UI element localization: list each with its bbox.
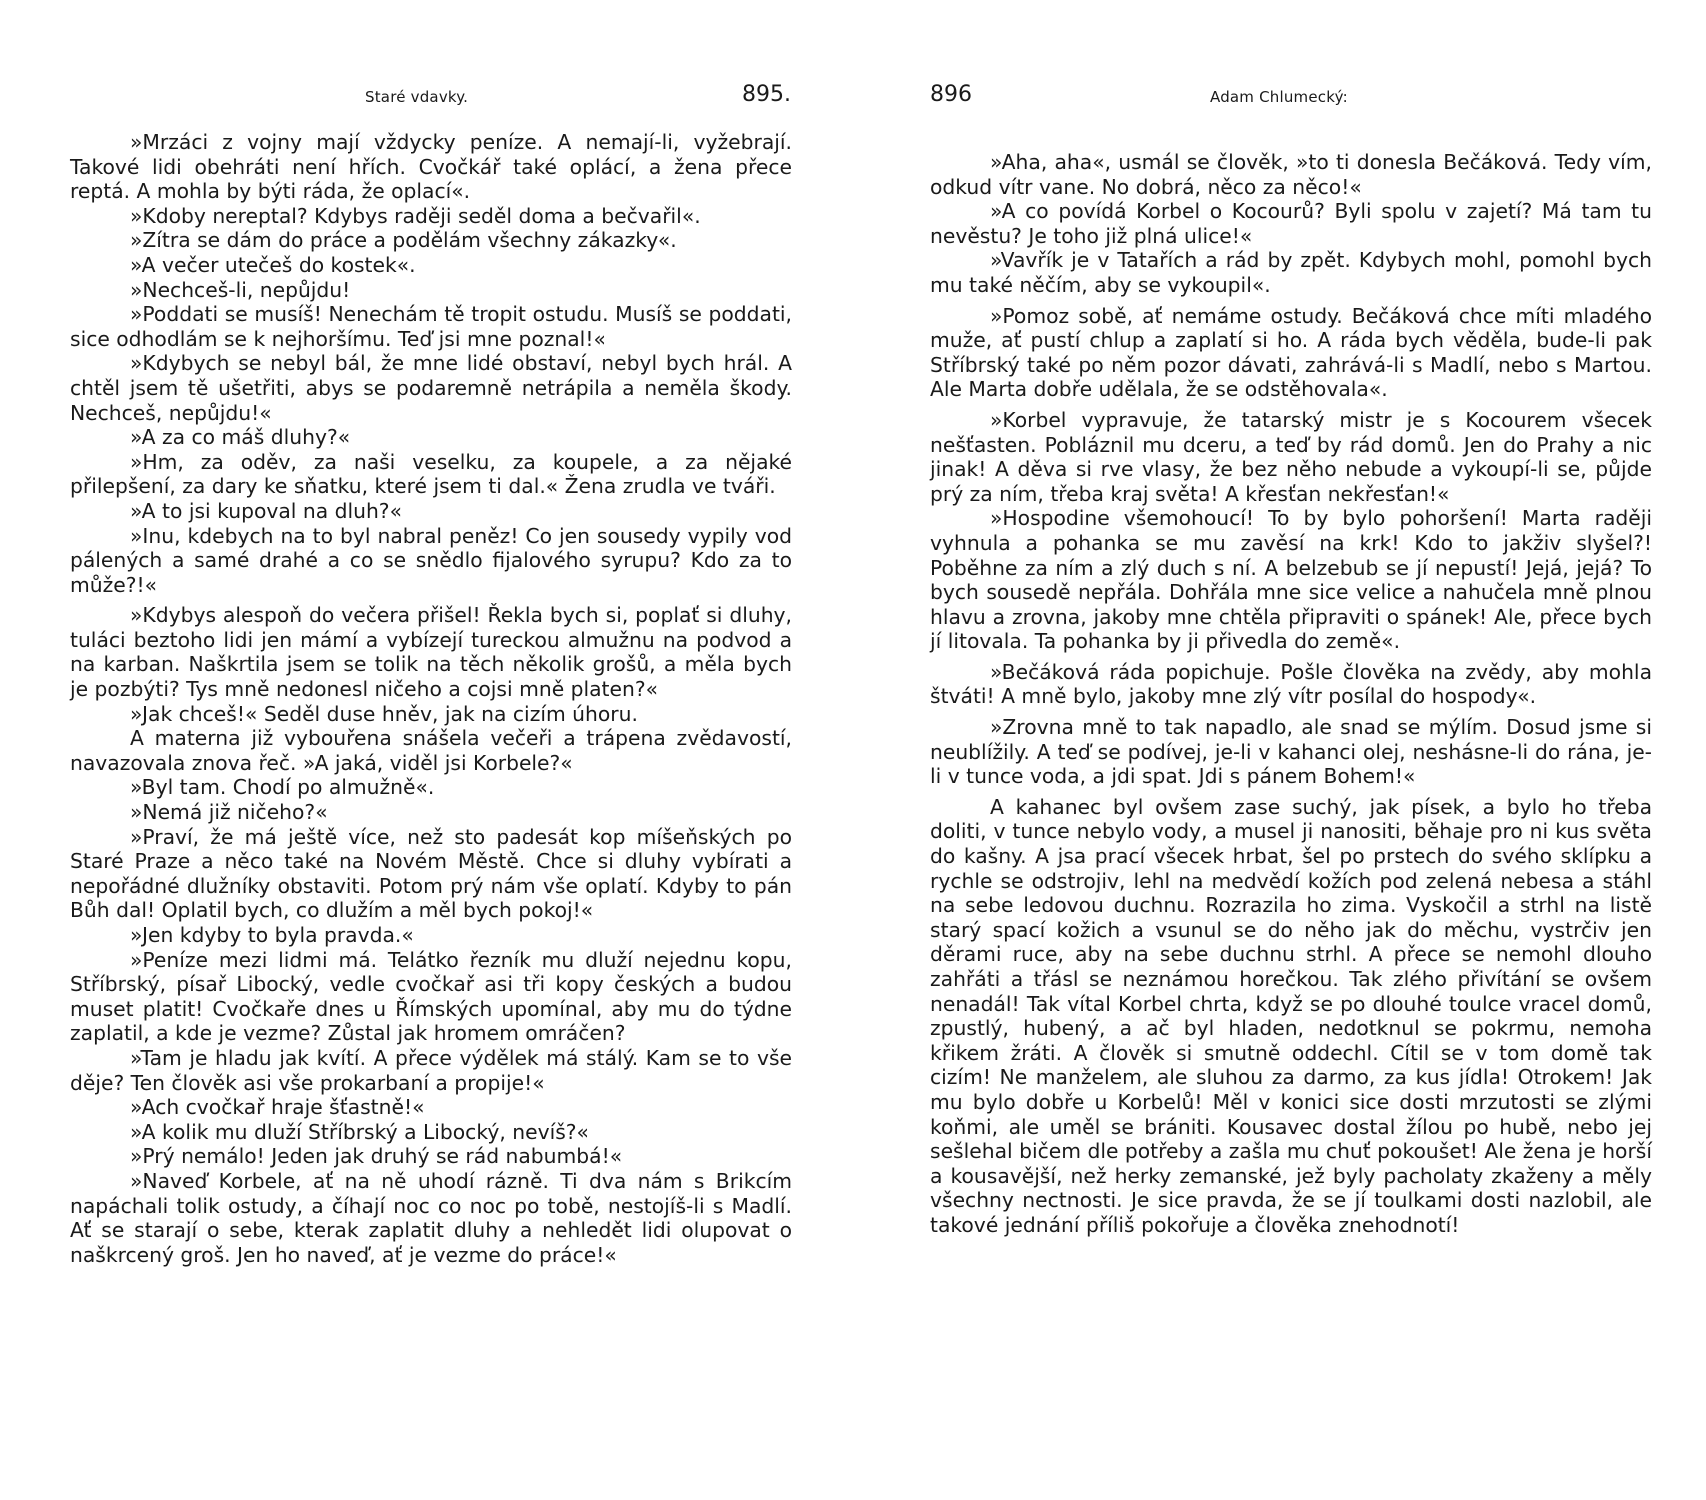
paragraph: »Hm, za oděv, za naši veselku, za koupele, a za nějaké přilepšení, za dary ke sňatku, které jsem ti dal.« Žena zrudla ve tváři. — [70, 449, 792, 499]
page-number: 896 — [930, 82, 972, 107]
paragraph: »Pomoz sobě, ať nemáme ostudy. Bečáková chce míti mladého muže, ať pustí chlup a zaplatí si ho. A ráda bych věděla, bude-li pak Stříbrský také po něm pozor dávati, zahrává-li s Madlí, nebo s Martou. Ale Marta dobře udělala, že se odstěhovala«. — [930, 303, 1652, 402]
paragraph: »Peníze mezi lidmi má. Telátko řezník mu dluží nejednu kopu, Stříbrský, písař Libocký, vedle cvočkař asi tři kopy českých a budou muset platit! Cvočkaře dnes u Římských upomínal, aby mu do týdne zaplatil, a kde je vezme? Zůstal jak hromem omráčen? — [70, 947, 792, 1046]
paragraph: »Kdybys alespoň do večera přišel! Řekla bych si, poplať si dluhy, tuláci beztoho lidi jen mámí a vybízejí tureckou almužnu na podvod a na karban. Naškrtila jsem se tolik na těch několik grošů, a měla bych je pozbýti? Tys mně nedonesl ničeho a cojsi mně platen?« — [70, 603, 792, 702]
paragraph: »Nemá již ničeho?« — [130, 800, 328, 825]
paragraph: »Bečáková ráda popichuje. Pošle člověka na zvědy, aby mohla štváti! A mně bylo, jakoby mne zlý vítr posílal do hospody«. — [930, 659, 1652, 709]
paragraph: »Poddati se musíš! Nenechám tě tropit ostudu. Musíš se poddati, sice odhodlám se k nejhoršímu. Teď jsi mne poznal!« — [70, 302, 792, 351]
paragraph: »Zrovna mně to tak napadlo, ale snad se mýlím. Dosud jsme si neublížily. A teď se podívej, je-li v kahanci olej, neshásne-li do rána, je-li v tunce voda, a jdi spat. Jdi s pánem Bohem!« — [930, 715, 1652, 789]
running-title: Adam Chlumecký: — [1210, 88, 1348, 106]
left-page-header — [70, 82, 792, 112]
paragraph: »A to jsi kupoval na dluh?« — [130, 498, 402, 523]
page-number: 895. — [742, 82, 791, 107]
paragraph: »A co povídá Korbel o Kocourů? Byli spolu v zajetí? Má tam tu nevěstu? Je toho již plná ulice!« — [930, 199, 1652, 248]
paragraph: »Kdybych se nebyl bál, že mne lidé obstaví, nebyl bych hrál. A chtěl jsem tě ušetřiti, abys se podaremně netrápila a neměla škody. Nechceš, nepůjdu!« — [70, 351, 792, 425]
paragraph: »A večer utečeš do kostek«. — [130, 252, 416, 277]
paragraph: »Praví, že má ještě více, než sto padesát kop míšeňských po Staré Praze a něco také na Novém Městě. Chce si dluhy vybírati a nepořádné dlužníky obstaviti. Potom prý nám vše oplatí. Kdyby to pán Bůh dal! Oplatil bych, co dlužím a měl bych pokoj!« — [70, 824, 792, 923]
paragraph: »Kdoby nereptal? Kdybys raději seděl doma a bečvařil«. — [130, 203, 701, 228]
paragraph: »Aha, aha«, usmál se člověk, »to ti donesla Bečáková. Tedy vím, odkud vítr vane. No dobrá, něco za něco!« — [930, 150, 1652, 199]
paragraph: »Korbel vypravuje, že tatarský mistr je s Kocourem všecek nešťasten. Pobláznil mu dceru, a teď by rád domů. Jen do Prahy a nic jinak! A děva si rve vlasy, že bez něho nebude a vykoupí-li se, půjde prý za ním, třeba kraj světa! A křesťan nekřesťan!« — [930, 407, 1652, 506]
paragraph: »Inu, kdebych na to byl nabral peněz! Co jen sousedy vypily vod pálených a samé drahé a co se snědlo fijalového syrupu? Kdo za to může?!« — [70, 523, 792, 597]
paragraph: »Nechceš-li, nepůjdu! — [130, 277, 351, 302]
paragraph: »Prý nemálo! Jeden jak druhý se rád nabumbá!« — [130, 1144, 623, 1169]
paragraph: »A kolik mu dluží Stříbrský a Libocký, nevíš?« — [130, 1119, 589, 1144]
left-page-body — [70, 130, 792, 1267]
right-page-header — [930, 82, 1652, 112]
paragraph: »Byl tam. Chodí po almužně«. — [130, 775, 435, 800]
paragraph: »Naveď Korbele, ať na ně uhodí rázně. Ti dva nám s Brikcím napáchali tolik ostudy, a číhají noc co noc po tobě, nestojíš-li s Madlí. Ať se starají o sebe, kterak zaplatit dluhy a nehledět lidi olupovat o naškrcený groš. Jen ho naveď, ať je vezme do práce!« — [70, 1168, 792, 1267]
paragraph: »Zítra se dám do práce a podělám všechny zákazky«. — [130, 228, 677, 253]
right-page-body — [930, 150, 1652, 1238]
paragraph: »Jak chceš!« Seděl duse hněv, jak na cizím úhoru. — [130, 701, 638, 726]
paragraph: A materna již vybouřena snášela večeři a trápena zvědavostí, navazovala znova řeč. »A jaká, viděl jsi Korbele?« — [70, 726, 792, 775]
paragraph: »Jen kdyby to byla pravda.« — [130, 923, 414, 947]
running-title: Staré vdavky. — [365, 88, 469, 106]
paragraph: »A za co máš dluhy?« — [130, 425, 351, 450]
paragraph: »Hospodine všemohoucí! To by bylo pohoršení! Marta raději vyhnula a pohanka se mu zavěsí na krk! Kdo to jakživ slyšel?! Poběhne za ním a zlý duch s ní. A belzebub se jí nepustí! Jejá, jejá? To bych sousedě nepřála. Dohřála mne sice velice a nahučela mně plnou hlavu a zrovna, jakoby mne chtěla připraviti o spánek! Ale, přece bych jí litovala. Ta pohanka by ji přivedla do země«. — [930, 506, 1652, 654]
paragraph: A kahanec byl ovšem zase suchý, jak písek, a bylo ho třeba doliti, v tunce nebylo vody, a musel ji nanositi, běhaje pro ni kus světa do kašny. A jsa prací všecek hrbat, šel po prstech do svého sklípku a rychle se odstrojiv, lehl na medvědí kožích pod zelená nebesa a stáhl na sebe ledovou duchnu. Rozrazila ho zima. Vyskočil a strhl na listě starý spací kožich a vsunul se do něho jak do měchu, vystrčiv jen děrami ruce, aby na sebe duchnu strhl. A přece se nemohl dlouho zahřáti a třásl se neznámou horečkou. Tak zlého přivítání se ovšem nenadál! Tak vítal Korbel chrta, když se po dlouhé toulce vracel domů, zpustlý, hubený, a ač byl hladen, nedotknul se pokrmu, nemoha křikem žráti. A člověk si smutně oddechl. Cítil se v tom domě tak cizím! Ne manželem, ale sluhou za darmo, za kus jídla! Otrokem! Jak mu bylo dobře u Korbelů! Měl v konici sice dosti mrzutosti se zlými koňmi, ale uměl se brániti. Kousavec dostal žílou po hubě, nebo jej sešlehal bičem dle potřeby a zašla mu chuť pokoušet! Ale žena je horší a kousavější, než herky zemanské, jež byly pacholaty zkaženy a měly všechny nectnosti. Je sice pravda, že se jí toulkami dosti nazlobil, ale takové jednání příliš pokořuje a člověka znehodnotí! — [930, 794, 1652, 1237]
paragraph: »Tam je hladu jak kvítí. A přece výdělek má stálý. Kam se to vše děje? Ten člověk asi vše prokarbaní a propije!« — [70, 1045, 792, 1095]
paragraph: »Vavřík je v Tatařích a rád by zpět. Kdybych mohl, pomohl bych mu také něčím, aby se vykoupil«. — [930, 248, 1652, 297]
paragraph: »Ach cvočkař hraje šťastně!« — [130, 1095, 425, 1120]
paragraph: »Mrzáci z vojny mají vždycky peníze. A nemají-li, vyžebrají. Takové lidi obehráti není hřích. Cvočkář také oplácí, a žena přece reptá. A mohla by býti ráda, že oplací«. — [70, 130, 792, 204]
